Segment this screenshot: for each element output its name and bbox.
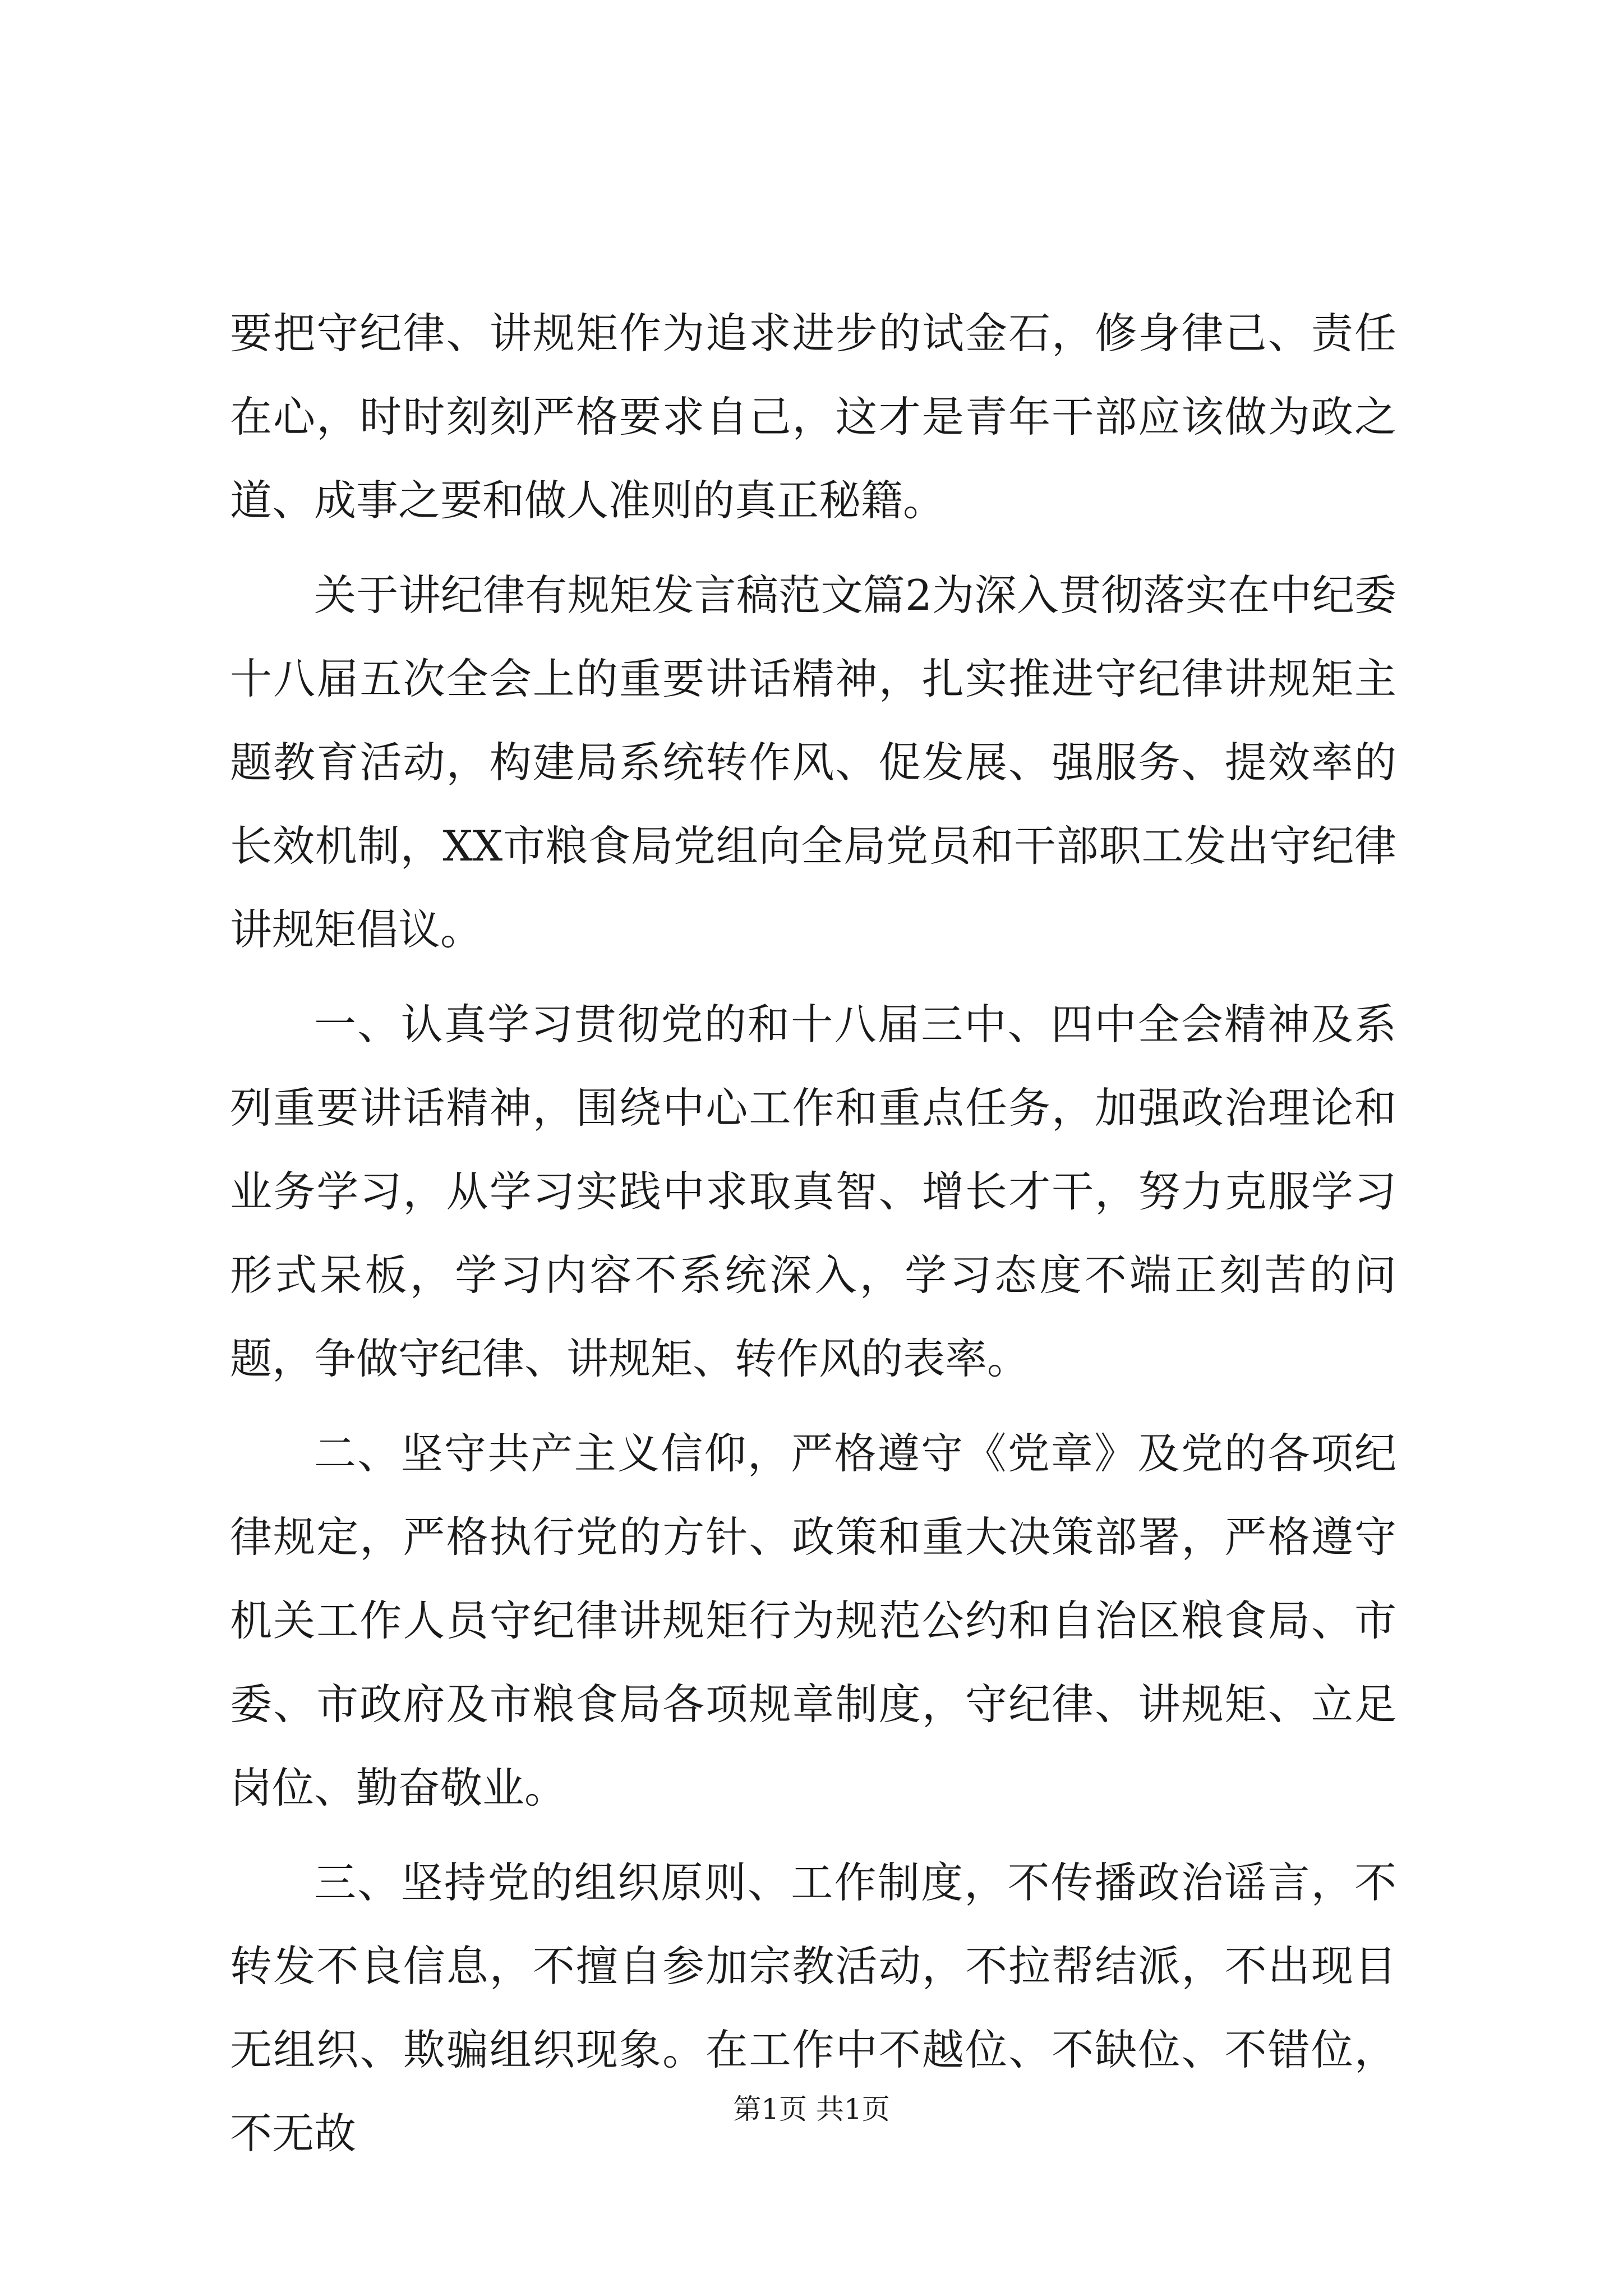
document-body [230, 292, 1396, 2187]
paragraph-intro: 关于讲纪律有规矩发言稿范文篇2为深入贯彻落实在中纪委十八届五次全会上的重要讲话精神，扎实推进守纪律讲规矩主题教育活动，构建局系统转作风、促发展、强服务、提效率的长效机制，XX市粮食局党组向全局党员和干部职工发出守纪律讲规矩倡议。 [230, 570, 1396, 954]
paragraph-item-2: 二、坚守共产主义信仰，严格遵守《党章》及党的各项纪律规定，严格执行党的方针、政策和重大决策部署，严格遵守机关工作人员守纪律讲规矩行为规范公约和自治区粮食局、市委、市政府及市粮食局各项规章制度，守纪律、讲规矩、立足岗位、勤奋敬业。 [230, 1429, 1396, 1812]
page-footer: 第1页 共1页 [733, 2093, 890, 2125]
paragraph-item-3: 三、坚持党的组织原则、工作制度，不传播政治谣言，不转发不良信息，不擅自参加宗教活动，不拉帮结派，不出现目无组织、欺骗组织现象。在工作中不越位、不缺位、不错位，不无故 [230, 1858, 1396, 2158]
paragraph-item-1: 一、认真学习贯彻党的和十八届三中、四中全会精神及系列重要讲话精神，围绕中心工作和重点任务，加强政治理论和业务学习，从学习实践中求取真智、增长才干，努力克服学习形式呆板，学习内容不系统深入，学习态度不端正刻苦的问题，争做守纪律、讲规矩、转作风的表率。 [230, 1000, 1396, 1383]
paragraph-continuation: 要把守纪律、讲规矩作为追求进步的试金石，修身律己、责任在心，时时刻刻严格要求自己，这才是青年干部应该做为政之道、成事之要和做人准则的真正秘籍。 [230, 309, 1396, 525]
